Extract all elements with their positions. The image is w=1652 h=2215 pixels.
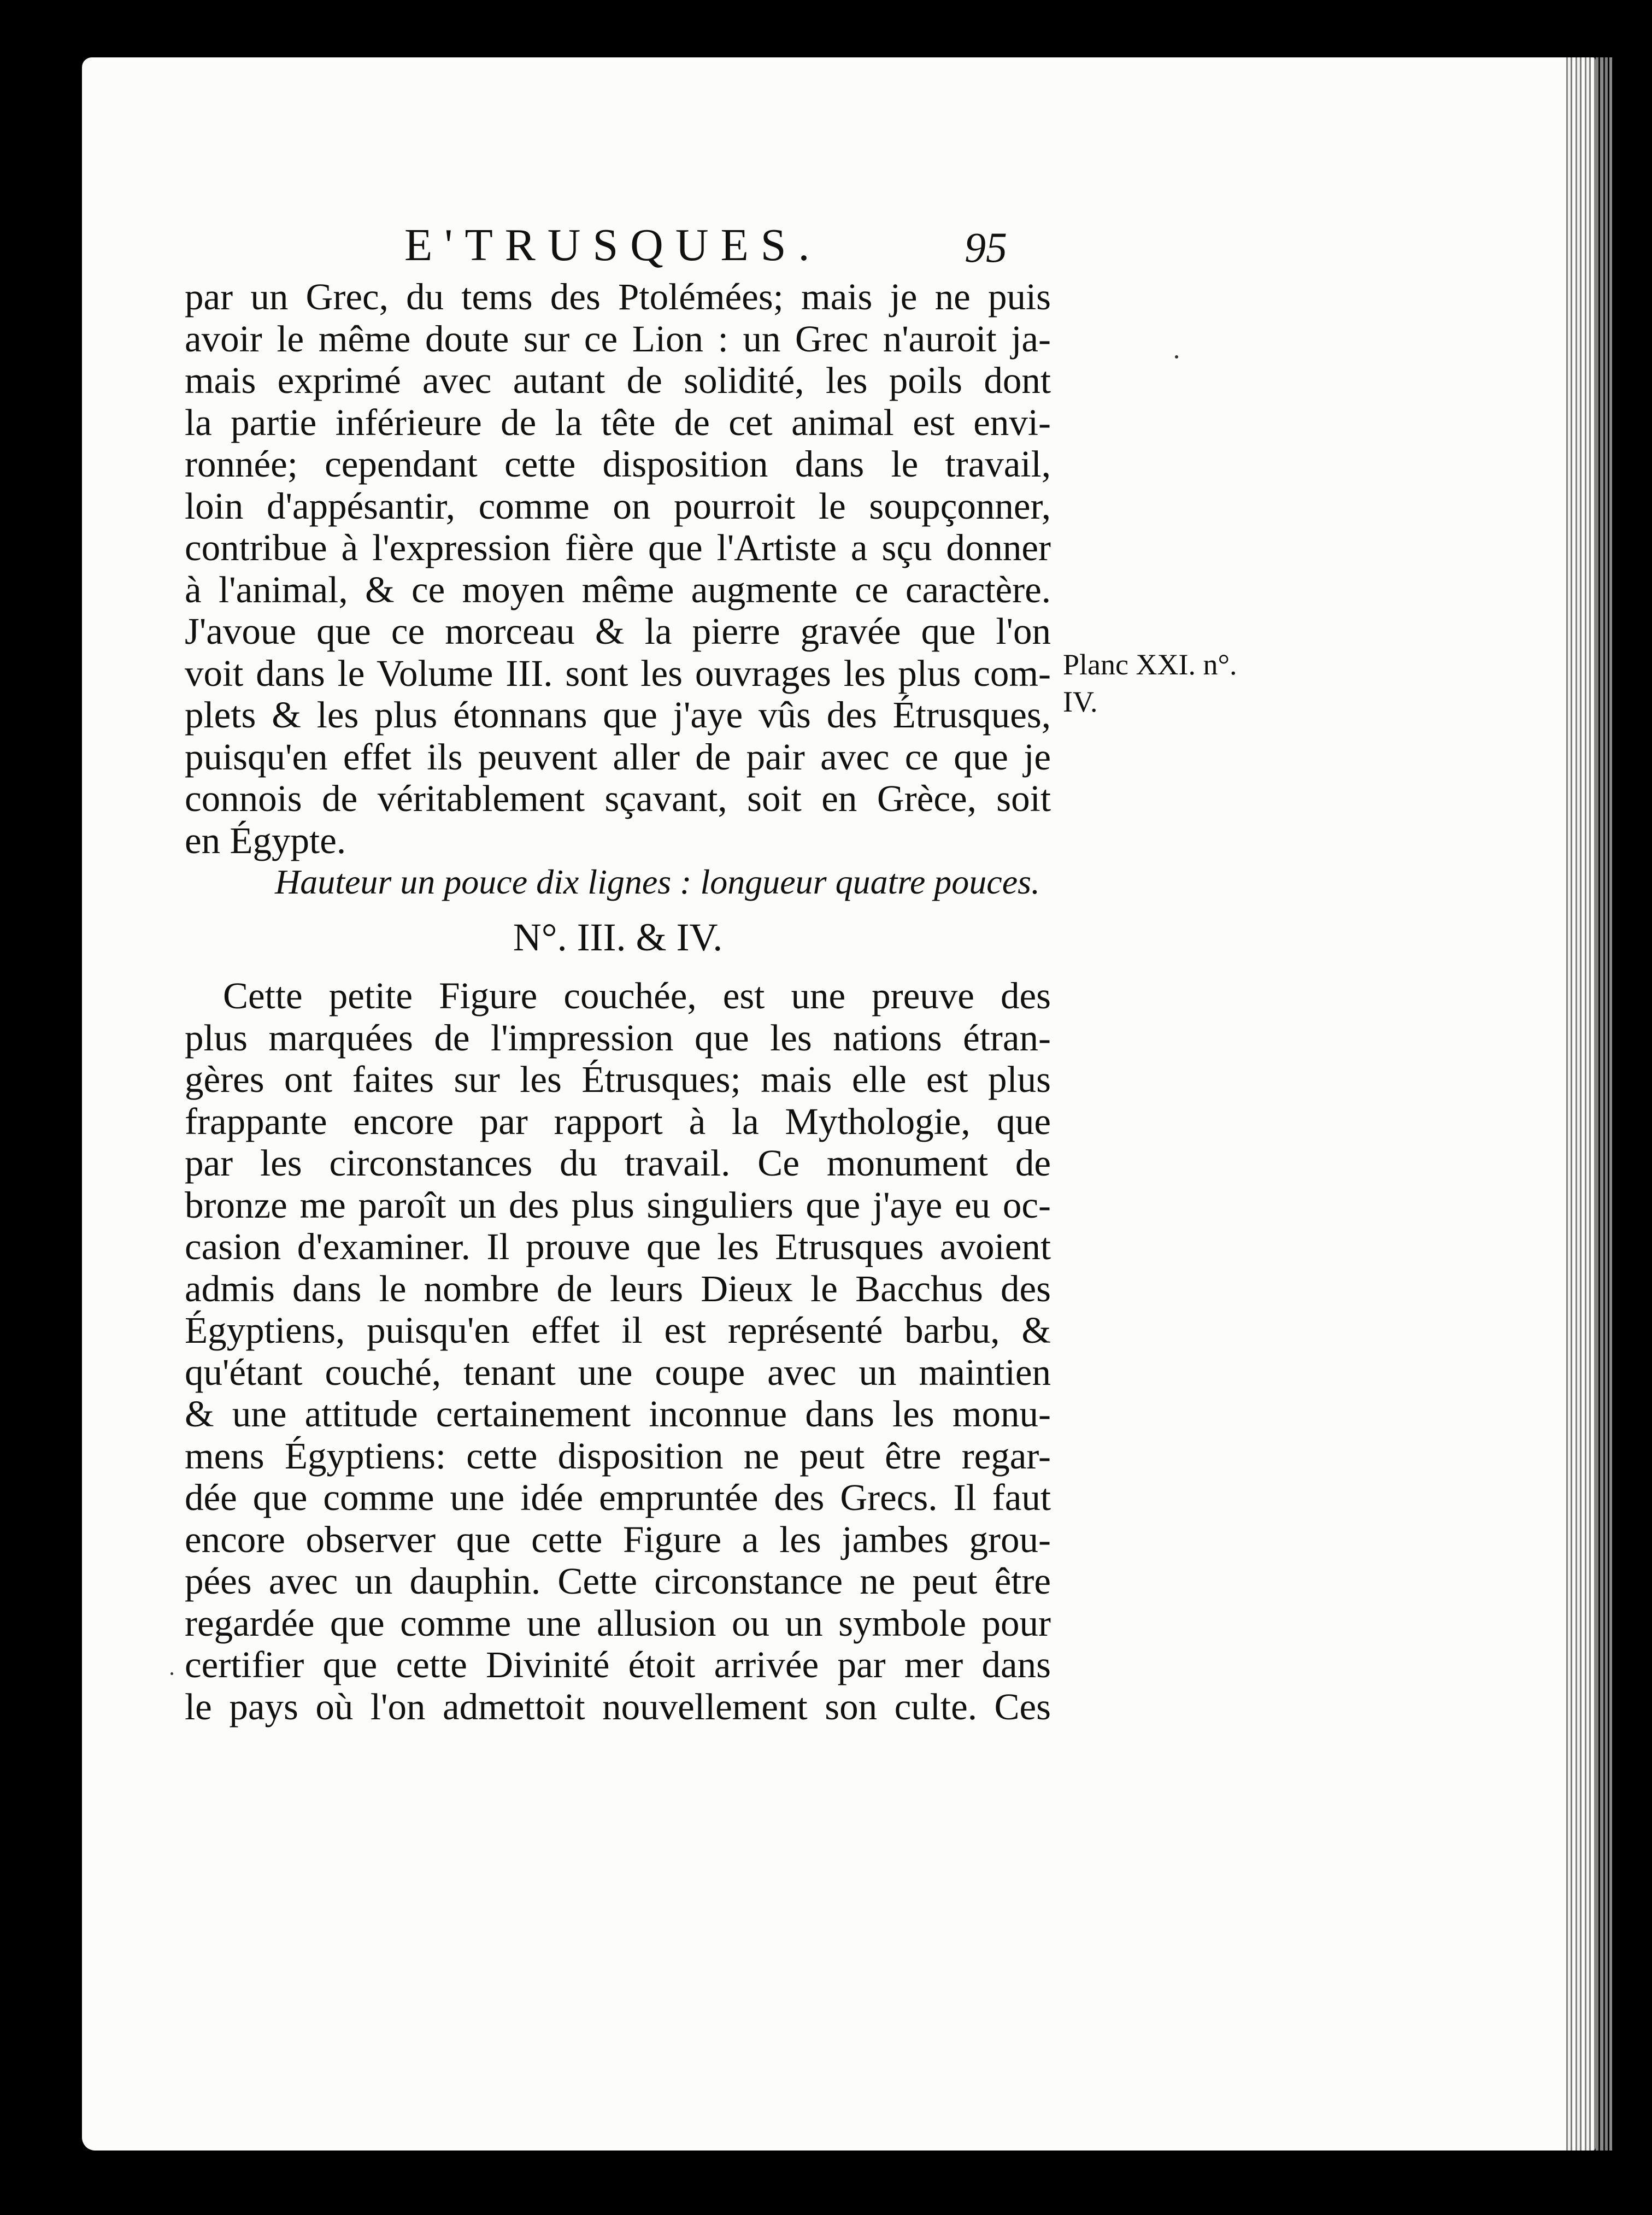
- text-line: connois de véritablement sçavant, soit en Grèce, soit: [185, 778, 1051, 819]
- text-line: la partie inférieure de la tête de cet animal est envi-: [185, 401, 1051, 443]
- margin-note-line-2: IV.: [1063, 685, 1098, 718]
- text-line: J'avoue que ce morceau & la pierre gravée que l'on: [185, 610, 1051, 652]
- text-line: qu'étant couché, tenant une coupe avec un maintien: [185, 1351, 1051, 1393]
- text-line: plets & les plus étonnans que j'aye vûs des Étrusques,: [185, 694, 1051, 736]
- text-line: mais exprimé avec autant de solidité, les poils dont: [185, 360, 1051, 401]
- margin-note: [1063, 646, 1237, 720]
- text-line: pées avec un dauphin. Cette circonstance ne peut être: [185, 1560, 1051, 1602]
- text-line: bronze me paroît un des plus singuliers que j'aye eu oc-: [185, 1184, 1051, 1226]
- text-line: Cette petite Figure couchée, est une preuve des: [223, 975, 1051, 1017]
- text-line: par les circonstances du travail. Ce monument de: [185, 1142, 1051, 1184]
- running-head: E'TRUSQUES.: [404, 220, 822, 271]
- text-line: le pays où l'on admettoit nouvellement son culte. Ces: [185, 1685, 1051, 1728]
- text-line: loin d'appésantir, comme on pourroit le soupçonner,: [185, 485, 1051, 527]
- paper-speck: [1175, 355, 1178, 359]
- dimensions-caption: Hauteur un pouce dix lignes : longueur quatre pouces.: [274, 862, 1040, 901]
- paper-speck: [171, 1672, 173, 1675]
- page-edge-shadow: [1563, 57, 1612, 2151]
- text-line: admis dans le nombre de leurs Dieux le Bacchus des: [185, 1267, 1051, 1309]
- text-line: puisqu'en effet ils peuvent aller de pair avec ce que je: [185, 736, 1051, 778]
- text-line: contribue à l'expression fière que l'Artiste a sçu donner: [185, 527, 1051, 568]
- text-line: gères ont faites sur les Étrusques; mais elle est plus: [185, 1059, 1051, 1100]
- text-line: casion d'examiner. Il prouve que les Etrusques avoient: [185, 1226, 1051, 1267]
- text-line: par un Grec, du tems des Ptolémées; mais je ne puis: [185, 276, 1051, 318]
- page-number: 95: [965, 224, 1007, 271]
- text-line: certifier que cette Divinité étoit arrivée par mer dans: [185, 1644, 1051, 1685]
- text-line: mens Égyptiens: cette disposition ne peut être regar-: [185, 1435, 1051, 1477]
- text-line: à l'animal, & ce moyen même augmente ce caractère.: [185, 568, 1051, 610]
- text-line: avoir le même doute sur ce Lion : un Grec n'auroit ja-: [185, 318, 1051, 360]
- paragraph-2: [185, 975, 1051, 1728]
- text-line: regardée que comme une allusion ou un symbole pour: [185, 1602, 1051, 1644]
- text-line: frappante encore par rapport à la Mythologie, que: [185, 1100, 1051, 1142]
- body-text: [185, 276, 1051, 1728]
- text-line: dée que comme une idée empruntée des Grecs. Il faut: [185, 1477, 1051, 1518]
- margin-note-line-1: Planc XXI. n°.: [1063, 648, 1237, 681]
- text-line: Égyptiens, puisqu'en effet il est représenté barbu, &: [185, 1309, 1051, 1351]
- paragraph-1: [185, 276, 1051, 861]
- section-heading: N°. III. & IV.: [513, 915, 723, 959]
- text-line: encore observer que cette Figure a les jambes grou-: [185, 1518, 1051, 1560]
- text-line: & une attitude certainement inconnue dans les monu-: [185, 1393, 1051, 1435]
- text-line: voit dans le Volume III. sont les ouvrages les plus com-: [185, 652, 1051, 694]
- text-line: plus marquées de l'impression que les nations étran-: [185, 1017, 1051, 1059]
- text-line: ronnée; cependant cette disposition dans le travail,: [185, 443, 1051, 485]
- text-line: en Égypte.: [185, 819, 346, 861]
